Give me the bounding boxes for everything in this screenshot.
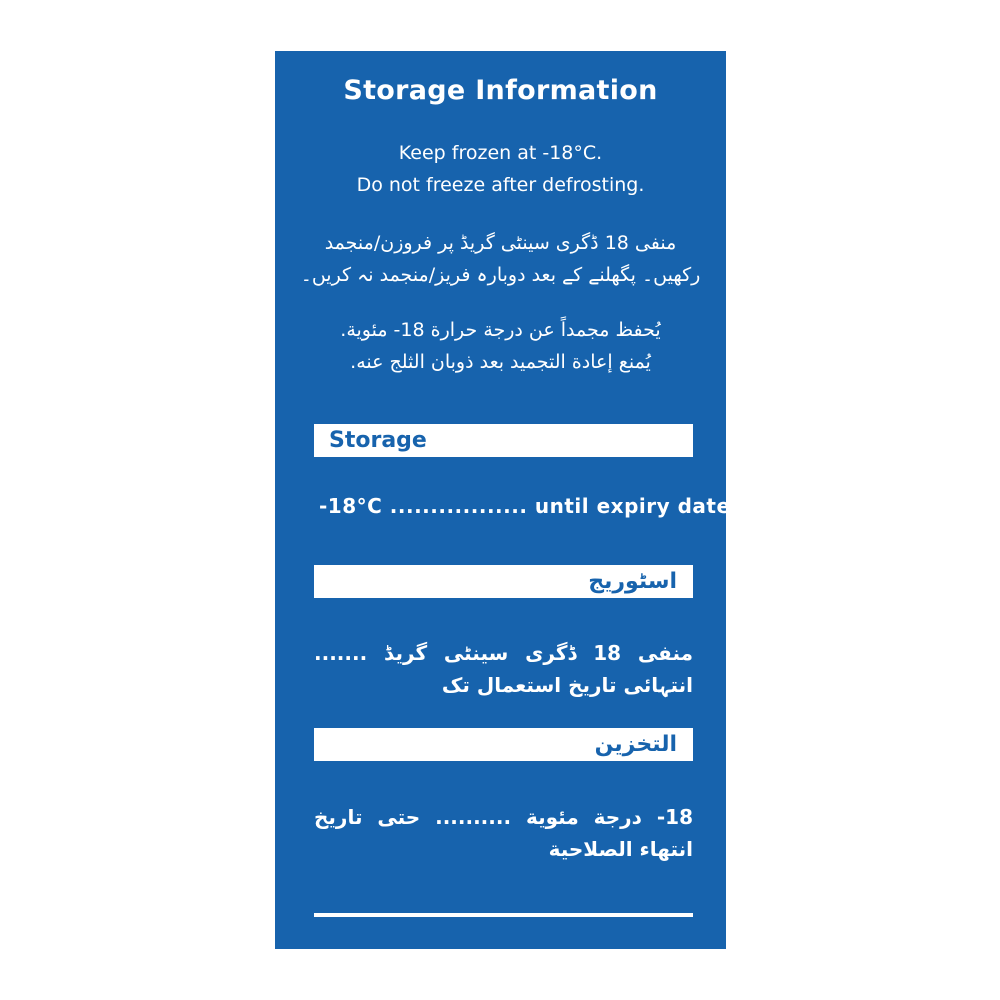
- storage-row-english: -18°C ................. until expiry date: [319, 494, 731, 518]
- storage-info-panel: [275, 51, 731, 949]
- urdu-instructions: [275, 227, 726, 291]
- bottom-divider: [314, 913, 693, 917]
- storage-heading-urdu: اسٹوریج: [314, 565, 693, 598]
- storage-heading-english: Storage: [314, 424, 693, 457]
- storage-row-urdu: منفی 18 ڈگری سینٹی گریڈ ....... انتہائی تاریخ استعمال تک: [314, 641, 693, 697]
- english-instructions: [275, 137, 726, 201]
- arabic-line-2: يُمنع إعادة التجميد بعد ذوبان الثلج عنه.: [350, 351, 651, 373]
- panel-title: Storage Information: [343, 75, 658, 106]
- storage-row-arabic: 18- درجة مئوية .......... حتى تاريخ انتهاء الصلاحية: [314, 805, 693, 861]
- urdu-line-1: منفی 18 ڈگری سینٹی گریڈ پر فروزن/منجمد: [324, 232, 677, 254]
- english-line-1: Keep frozen at -18°C.: [398, 142, 603, 164]
- english-line-2: Do not freeze after defrosting.: [356, 174, 645, 196]
- arabic-instructions: [275, 314, 726, 378]
- storage-heading-arabic: التخزين: [314, 728, 693, 761]
- arabic-line-1: يُحفظ مجمداً عن درجة حرارة 18- مئوية.: [340, 319, 661, 341]
- urdu-line-2: رکھیں۔ پگھلنے کے بعد دوبارہ فریز/منجمد نہ کریں۔: [300, 264, 701, 286]
